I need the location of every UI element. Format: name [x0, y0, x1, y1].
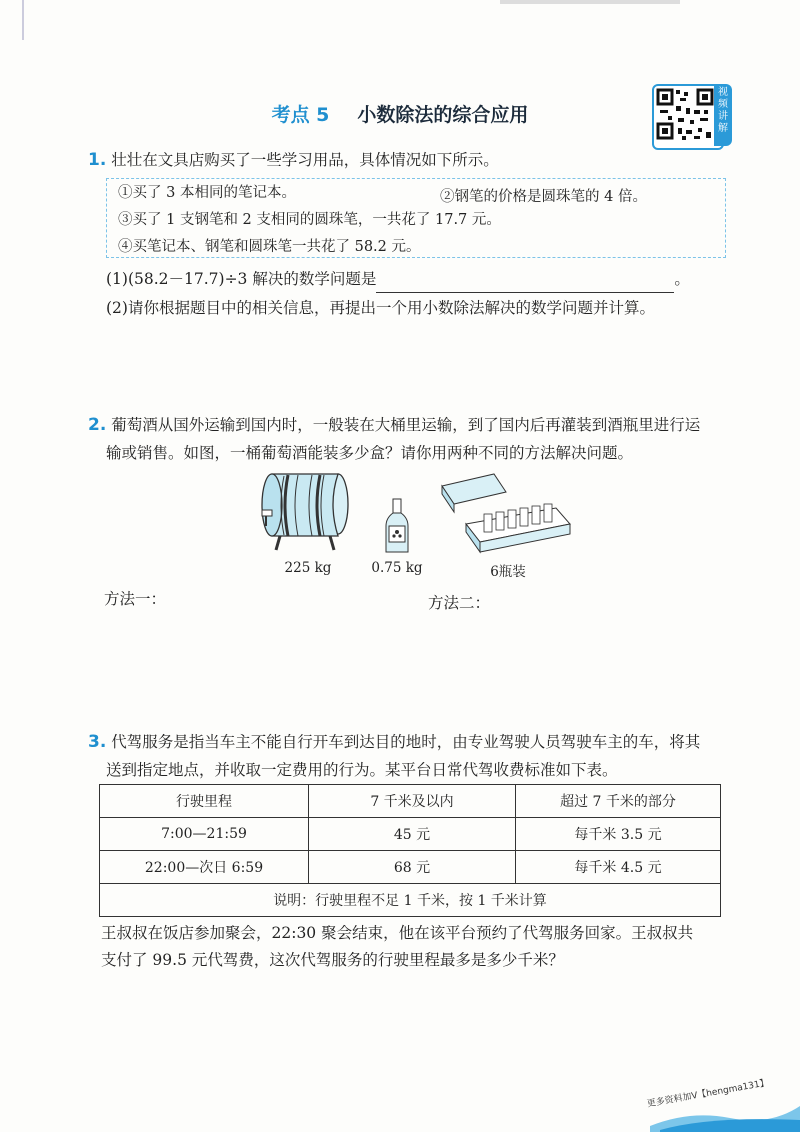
box-caption: 6瓶装 — [490, 564, 526, 580]
table-cell: 每千米 3.5 元 — [516, 818, 721, 851]
q1-info-1: ①买了 3 本相同的笔记本。 — [118, 185, 296, 201]
table-header-cell: 超过 7 千米的部分 — [516, 785, 721, 818]
q1-info-3: ③买了 1 支钢笔和 2 支相同的圆珠笔，一共花了 17.7 元。 — [118, 212, 501, 228]
q1-stem: 壮壮在文具店购买了一些学习用品，具体情况如下所示。 — [111, 151, 499, 169]
q3-line3: 王叔叔在饭店参加聚会，22:30 聚会结束，他在该平台预约了代驾服务回家。王叔叔共 — [101, 924, 694, 942]
top-edge-line — [500, 0, 680, 4]
q2-line2: 输或销售。如图，一桶葡萄酒能装多少盒？请你用两种不同的方法解决问题。 — [106, 444, 634, 462]
table-cell: 45 元 — [309, 818, 516, 851]
q1-stem-line — [88, 147, 499, 174]
q1-sub1-prefix: (1)(58.2－17.7)÷3 解决的数学问题是 — [106, 270, 377, 288]
table-header-row — [100, 785, 721, 818]
q1-sub1 — [106, 266, 690, 293]
fee-table — [99, 784, 721, 917]
table-cell: 68 元 — [309, 851, 516, 884]
table-row — [100, 851, 721, 884]
bottle-caption: 0.75 kg — [371, 560, 423, 576]
q2-number: 2. — [88, 415, 107, 435]
q2-text-1: 葡萄酒从国外运输到国内时，一般装在大桶里运输，到了国内后再灌装到酒瓶里进行运 — [111, 416, 701, 434]
q1-answer-blank[interactable] — [376, 274, 674, 293]
video-explain-tab[interactable]: 视频讲解 — [714, 84, 732, 146]
left-margin-mark — [22, 0, 24, 40]
q3-line1 — [88, 729, 700, 756]
q3-number: 3. — [88, 732, 107, 752]
q2-line1 — [88, 412, 700, 439]
table-cell: 22:00—次日 6:59 — [100, 851, 309, 884]
table-cell: 每千米 4.5 元 — [516, 851, 721, 884]
table-header-cell: 行驶里程 — [100, 785, 309, 818]
q2-method-2: 方法二： — [428, 594, 491, 612]
q3-line2: 送到指定地点，并收取一定费用的行为。某平台日常代驾收费标准如下表。 — [106, 761, 618, 779]
q1-sub1-suffix: 。 — [674, 270, 690, 288]
q1-info-4: ④买笔记本、钢笔和圆珠笔一共花了 58.2 元。 — [118, 239, 421, 255]
section-number: 考点 5 — [271, 104, 330, 126]
section-title-text: 小数除法的综合应用 — [357, 104, 529, 126]
q3-line4: 支付了 99.5 元代驾费，这次代驾服务的行驶里程最多是多少千米？ — [101, 951, 564, 969]
table-note: 说明：行驶里程不足 1 千米，按 1 千米计算 — [100, 884, 721, 917]
wine-bottle-icon — [384, 498, 410, 554]
barrel-caption: 225 kg — [284, 560, 332, 576]
q1-number: 1. — [88, 150, 107, 170]
table-header-cell: 7 千米及以内 — [309, 785, 516, 818]
q3-text-1: 代驾服务是指当车主不能自行开车到达目的地时，由专业驾驶人员驾驶车主的车，将其 — [111, 733, 701, 751]
bottle-box-icon — [436, 472, 576, 556]
table-note-row — [100, 884, 721, 917]
table-row — [100, 818, 721, 851]
q1-sub2: (2)请你根据题目中的相关信息，再提出一个用小数除法解决的数学问题并计算。 — [106, 299, 655, 317]
watermark-text: 更多资料加V【hengma131】 — [646, 1078, 770, 1110]
q1-info-2: ②钢笔的价格是圆珠笔的 4 倍。 — [440, 189, 647, 205]
q2-method-1: 方法一： — [104, 590, 167, 608]
table-cell: 7:00—21:59 — [100, 818, 309, 851]
wine-barrel-icon — [258, 466, 354, 552]
